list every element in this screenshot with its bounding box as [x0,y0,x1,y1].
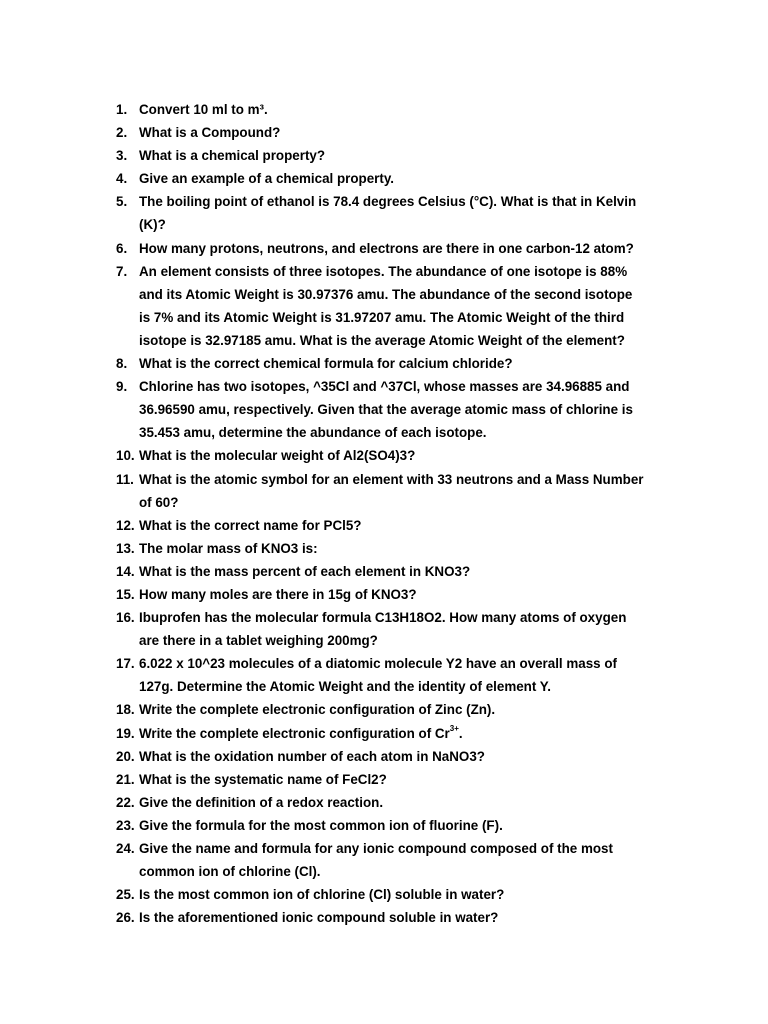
question-text: What is the correct name for PCl5? [139,517,362,533]
question-item [116,352,676,375]
question-number: 20. [116,748,135,764]
question-item [116,468,676,514]
question-text: What is the oxidation number of each atom in NaNO3? [139,748,485,764]
question-number: 12. [116,517,135,533]
question-text: Give the formula for the most common ion of fluorine (F). [139,817,503,833]
question-item [116,444,676,467]
question-item [116,537,676,560]
question-text-suffix: . [458,725,463,741]
question-number: 4. [116,171,128,187]
question-number: 21. [116,771,135,787]
question-item [116,560,676,583]
question-number: 6. [116,240,128,256]
question-text: An element consists of three isotopes. The abundance of one isotope is 88% and its Atomic Weight is 30.97376 amu. The abundance of the second isotope is 7% and its Atomic Weight is 31.97207 amu. The Atomic Weight of the third isotope is 32.97185 amu. What is the average Atomic Weight of the element? [139,263,633,348]
question-text: Give an example of a chemical property. [139,171,395,187]
question-text: Convert 10 ml to m³. [139,102,268,117]
question-item [116,375,676,444]
question-list [116,98,676,929]
question-item [116,583,676,606]
question-number: 13. [116,540,135,556]
question-text: How many moles are there in 15g of KNO3? [139,586,417,602]
question-number: 19. [116,725,135,741]
question-item [116,698,676,721]
question-item [116,722,676,745]
question-item [116,814,676,837]
question-item [116,768,676,791]
question-item [116,190,676,236]
question-text: What is the systematic name of FeCl2? [139,771,387,787]
question-text: The boiling point of ethanol is 78.4 degrees Celsius (°C). What is that in Kelvin (K)? [139,194,637,233]
question-number: 25. [116,887,135,903]
question-number: 26. [116,910,135,926]
question-number: 10. [116,448,135,464]
question-text [139,722,676,745]
question-number: 14. [116,563,135,579]
question-number: 3. [116,148,128,164]
question-item [116,791,676,814]
question-text: Ibuprofen has the molecular formula C13H18O2. How many atoms of oxygen are there in a tablet weighing 200mg? [139,610,627,649]
question-number: 22. [116,794,135,810]
question-text: The molar mass of KNO3 is: [139,540,318,556]
question-text: What is a Compound? [139,125,281,141]
question-number: 7. [116,263,128,279]
question-number: 1. [116,102,128,117]
question-number: 5. [116,194,128,210]
question-item [116,167,676,190]
question-number: 24. [116,841,135,856]
question-number: 9. [116,379,128,395]
question-text: What is the atomic symbol for an element with 33 neutrons and a Mass Number of 60? [139,471,644,510]
question-text: What is the correct chemical formula for calcium chloride? [139,356,513,372]
question-item [116,906,676,929]
question-item [116,144,676,167]
question-number: 15. [116,586,135,602]
question-item [116,237,676,260]
ion-charge-superscript: 3+ [449,724,459,734]
question-number: 11. [116,471,134,487]
question-text: Write the complete electronic configuration of Zinc (Zn). [139,702,496,718]
question-item [116,745,676,768]
question-number: 8. [116,356,128,372]
question-item [116,98,676,121]
question-number: 18. [116,702,135,718]
question-item [116,260,676,352]
question-text: Give the name and formula for any ionic compound composed of the most common ion of chlorine (Cl). [139,841,613,880]
question-number: 2. [116,125,128,141]
question-text: What is the mass percent of each element in KNO3? [139,563,471,579]
question-item [116,514,676,537]
question-text: Give the definition of a redox reaction. [139,794,384,810]
question-text: What is a chemical property? [139,148,326,164]
question-text: How many protons, neutrons, and electrons are there in one carbon-12 atom? [139,240,634,256]
question-text: Is the most common ion of chlorine (Cl) soluble in water? [139,887,505,903]
question-text-main: Write the complete electronic configuration of Cr [139,725,450,741]
question-text: Is the aforementioned ionic compound soluble in water? [139,910,499,926]
question-number: 16. [116,610,135,626]
question-number: 23. [116,817,135,833]
question-number: 17. [116,656,135,672]
question-item [116,606,676,652]
question-item [116,837,676,883]
question-text: Chlorine has two isotopes, ^35Cl and ^37Cl, whose masses are 34.96885 and 36.96590 amu, respectively. Given that the average atomic mass of chlorine is 35.453 amu, determine the abundance of each isotope. [139,379,633,441]
question-text: What is the molecular weight of Al2(SO4)3? [139,448,416,464]
question-item [116,652,676,698]
question-item [116,121,676,144]
question-item [116,883,676,906]
question-text: 6.022 x 10^23 molecules of a diatomic molecule Y2 have an overall mass of 127g. Determine the Atomic Weight and the identity of element Y. [139,656,617,695]
